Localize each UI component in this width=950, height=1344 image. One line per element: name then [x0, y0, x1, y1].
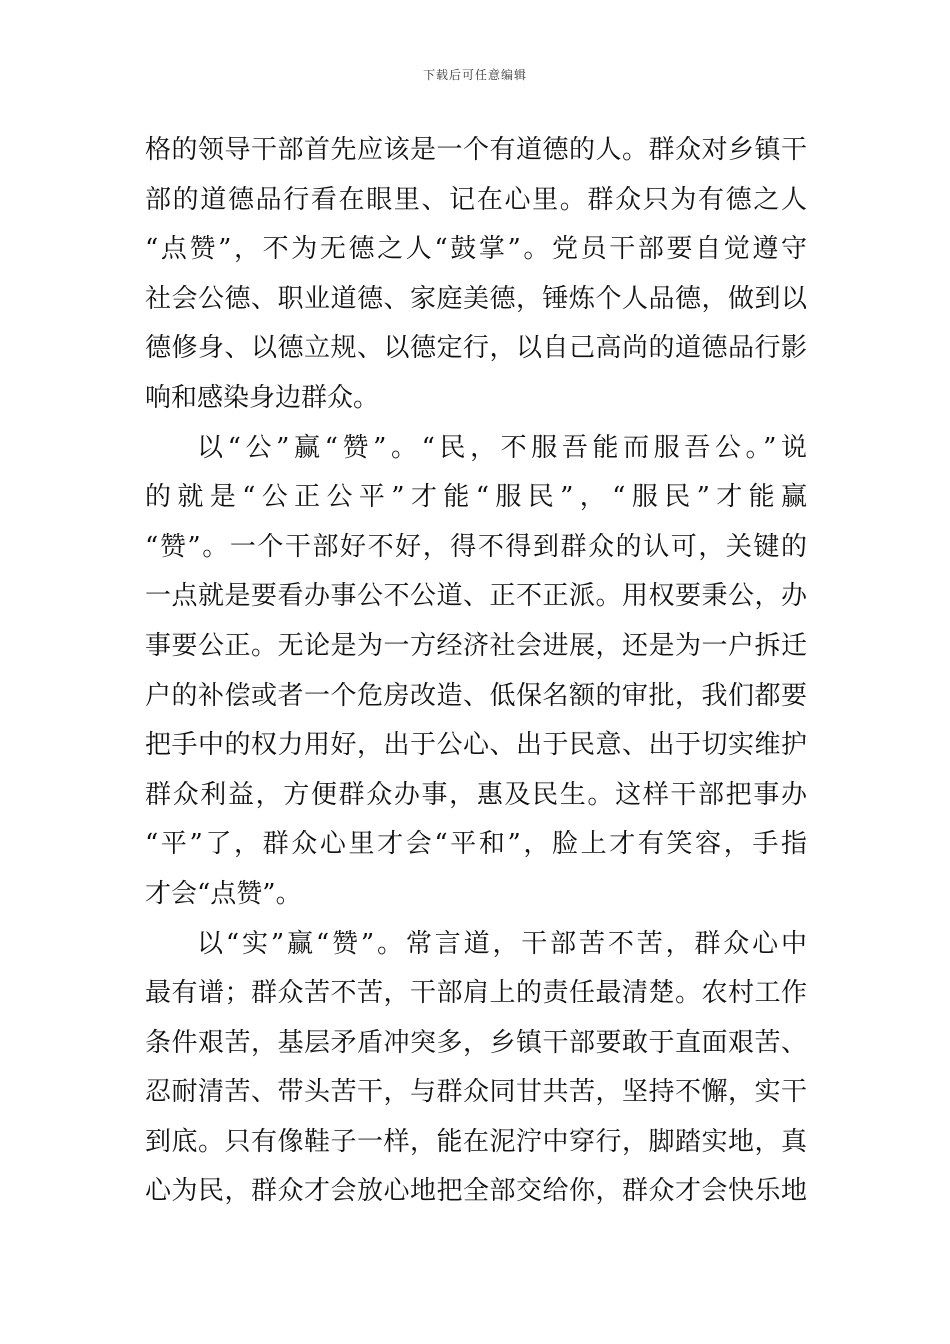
text-line: “平”了，群众心里才会“平和”，脸上才有笑容，手指	[145, 829, 807, 860]
text-line: “赞”。一个干部好不好，得不得到群众的认可，关键的	[145, 531, 807, 562]
text-line: “点赞”，不为无德之人“鼓掌”。党员干部要自觉遵守	[145, 234, 807, 265]
text-line: 一点就是要看办事公不公道、正不正派。用权要秉公，办	[145, 581, 807, 612]
paragraph	[145, 126, 807, 424]
text-line: 条件艰苦，基层矛盾冲突多，乡镇干部要敢于直面艰苦、	[145, 1027, 807, 1058]
text-line: 群众利益，方便群众办事，惠及民生。这样干部把事办	[145, 779, 807, 810]
text-line: 响和感染身边群众。	[145, 382, 380, 413]
text-line: 格的领导干部首先应该是一个有道德的人。群众对乡镇干	[145, 135, 807, 165]
text-line: 部的道德品行看在眼里、记在心里。群众只为有德之人	[145, 184, 807, 215]
text-line: 的就是“公正公平”才能“服民”，“服民”才能赢	[145, 482, 807, 513]
text-line: 社会公德、职业道德、家庭美德，锤炼个人品德，做到以	[145, 283, 807, 314]
text-line: 德修身、以德立规、以德定行，以自己高尚的道德品行影	[145, 333, 807, 364]
text-line: 心为民，群众才会放心地把全部交给你，群众才会快乐地	[145, 1176, 807, 1207]
text-line: 才会“点赞”。	[145, 878, 302, 909]
text-line: 事要公正。无论是为一方经济社会进展，还是为一户拆迁	[145, 630, 807, 661]
text-line: 把手中的权力用好，出于公心、出于民意、出于切实维护	[145, 730, 807, 761]
page-header: 下载后可任意编辑	[422, 68, 527, 82]
text-line: 户的补偿或者一个危房改造、低保名额的审批，我们都要	[145, 680, 807, 711]
paragraph	[145, 920, 807, 1218]
text-line: 到底。只有像鞋子一样，能在泥泞中穿行，脚踏实地，真	[145, 1126, 807, 1157]
text-line: 忍耐清苦、带头苦干，与群众同甘共苦，坚持不懈，实干	[145, 1077, 807, 1108]
text-line: 最有谱；群众苦不苦，干部肩上的责任最清楚。农村工作	[145, 978, 807, 1009]
text-line: 以“公”赢“赞”。“民，不服吾能而服吾公。”说	[197, 432, 807, 463]
body-text	[145, 126, 807, 1217]
paragraph	[145, 424, 807, 920]
text-line: 以“实”赢“赞”。常言道，干部苦不苦，群众心中	[197, 928, 807, 959]
